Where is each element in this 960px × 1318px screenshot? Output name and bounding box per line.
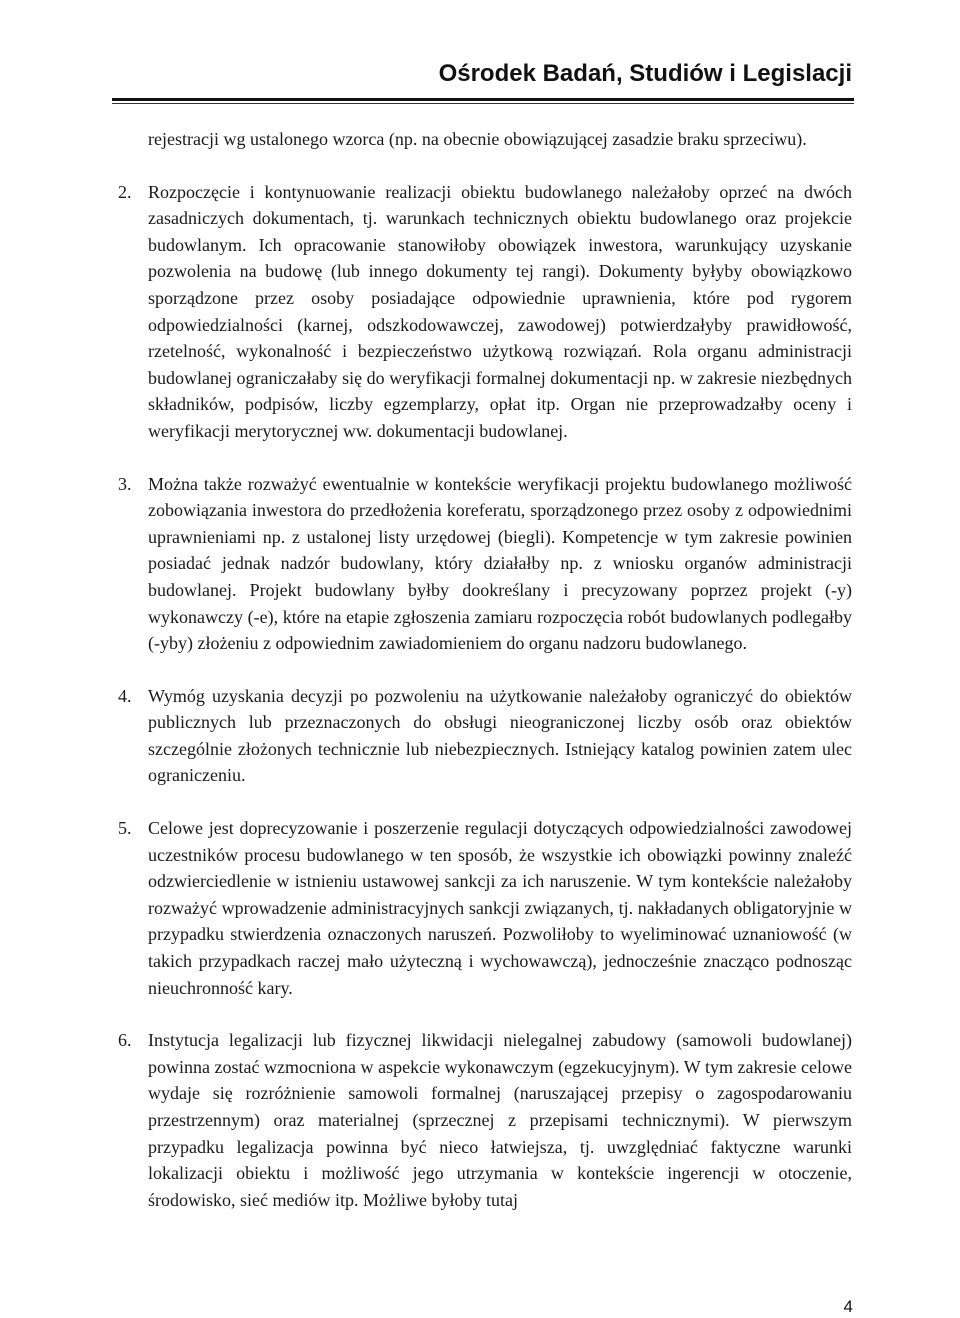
document-body bbox=[118, 126, 852, 1239]
list-item-number: 2. bbox=[118, 181, 132, 202]
list-item-number: 4. bbox=[118, 685, 132, 706]
list-item bbox=[118, 179, 852, 445]
numbered-list bbox=[118, 179, 852, 1214]
list-item-number: 6. bbox=[118, 1030, 132, 1051]
list-item bbox=[118, 471, 852, 657]
list-item-text: Można także rozważyć ewentualnie w kontekście weryfikacji projektu budowlanego możliwość zobowiązania inwestora do przedłożenia koreferatu, sporządzonego przez osoby z odpowiednimi uprawnieniami np. z ustalonej listy urzędowej (biegli). Kompetencje w tym zakresie powinien posiadać jednak nadzór budowlany, który działałby np. z wniosku organów administracji budowlanej. Projekt budowlany byłby dookreślany i precyzowany poprzez projekt (-y) wykonawczy (-e), które na etapie zgłoszenia zamiaru rozpoczęcia robót budowlanych podlegałby (-yby) złożeniu z odpowiednim zawiadomieniem do organu nadzoru budowlanego. bbox=[148, 473, 852, 654]
list-item-text: Celowe jest doprecyzowanie i poszerzenie regulacji dotyczących odpowiedzialności zawodowej uczestników procesu budowlanego w ten sposób, że wszystkie ich obowiązki powinny znaleźć odzwierciedlenie w istnieniu ustawowej sankcji za ich naruszenie. W tym kontekście należałoby rozważyć wprowadzenie administracyjnych sankcji związanych, tj. nakładanych obligatoryjnie w przypadku stwierdzenia oznaczonych naruszeń. Pozwoliłoby to wyeliminować uznaniowość (w takich przypadkach raczej mało użyteczną i wychowawczą), jednocześnie znacząco podnosząc nieuchronność kary. bbox=[148, 818, 852, 998]
page-header-title: Ośrodek Badań, Studiów i Legislacji bbox=[438, 60, 852, 87]
page-number: 4 bbox=[843, 1297, 853, 1316]
list-item bbox=[118, 683, 852, 789]
list-item-text: Wymóg uzyskania decyzji po pozwoleniu na użytkowanie należałoby ograniczyć do obiektów publicznych lub przeznaczonych do obsługi nieograniczonej liczby osób oraz obiektów szczególnie złożonych technicznie lub niebezpiecznych. Istniejący katalog powinien zatem ulec ograniczeniu. bbox=[148, 685, 852, 786]
header-rule-thick bbox=[112, 98, 854, 101]
list-item bbox=[118, 1027, 852, 1213]
list-item bbox=[118, 815, 852, 1001]
list-item-number: 3. bbox=[118, 473, 132, 494]
list-item-text: Instytucja legalizacji lub fizycznej likwidacji nielegalnej zabudowy (samowoli budowlanej) powinna zostać wzmocniona w aspekcie wykonawczym (egzekucyjnym). W tym zakresie celowe wydaje się rozróżnienie samowoli formalnej (naruszającej przepisy o zagospodarowaniu przestrzennym) oraz materialnej (sprzecznej z przepisami technicznymi). W pierwszym przypadku legalizacja powinna być nieco łatwiejsza, tj. uwzględniać faktyczne warunki lokalizacji obiektu i możliwość jego utrzymania w kontekście ingerencji w otoczenie, środowisko, sieć mediów itp. Możliwe byłoby tutaj bbox=[148, 1030, 852, 1210]
list-item-number: 5. bbox=[118, 818, 132, 839]
header-rule-thin bbox=[112, 103, 854, 104]
intro-paragraph: rejestracji wg ustalonego wzorca (np. na obecnie obowiązującej zasadzie braku sprzeciwu). bbox=[148, 129, 807, 149]
list-item-text: Rozpoczęcie i kontynuowanie realizacji obiektu budowlanego należałoby oprzeć na dwóch zasadniczych dokumentach, tj. warunkach technicznych obiektu budowlanego oraz projekcie budowlanym. Ich opracowanie stanowiłoby obowiązek inwestora, warunkujący uzyskanie pozwolenia na budowę (lub innego dokumenty tej rangi). Dokumenty byłyby obowiązkowo sporządzone przez osoby posiadające odpowiednie uprawnienia, które pod rygorem odpowiedzialności (karnej, odszkodowawczej, zawodowej) potwierdzałyby prawidłowość, rzetelność, wykonalność i bezpieczeństwo użytkową rozwiązań. Rola organu administracji budowlanej ograniczałaby się do weryfikacji formalnej dokumentacji np. w zakresie niezbędnych składników, podpisów, liczby egzemplarzy, opłat itp. Organ nie przeprowadzałby oceny i weryfikacji merytorycznej ww. dokumentacji budowlanej. bbox=[148, 181, 852, 441]
